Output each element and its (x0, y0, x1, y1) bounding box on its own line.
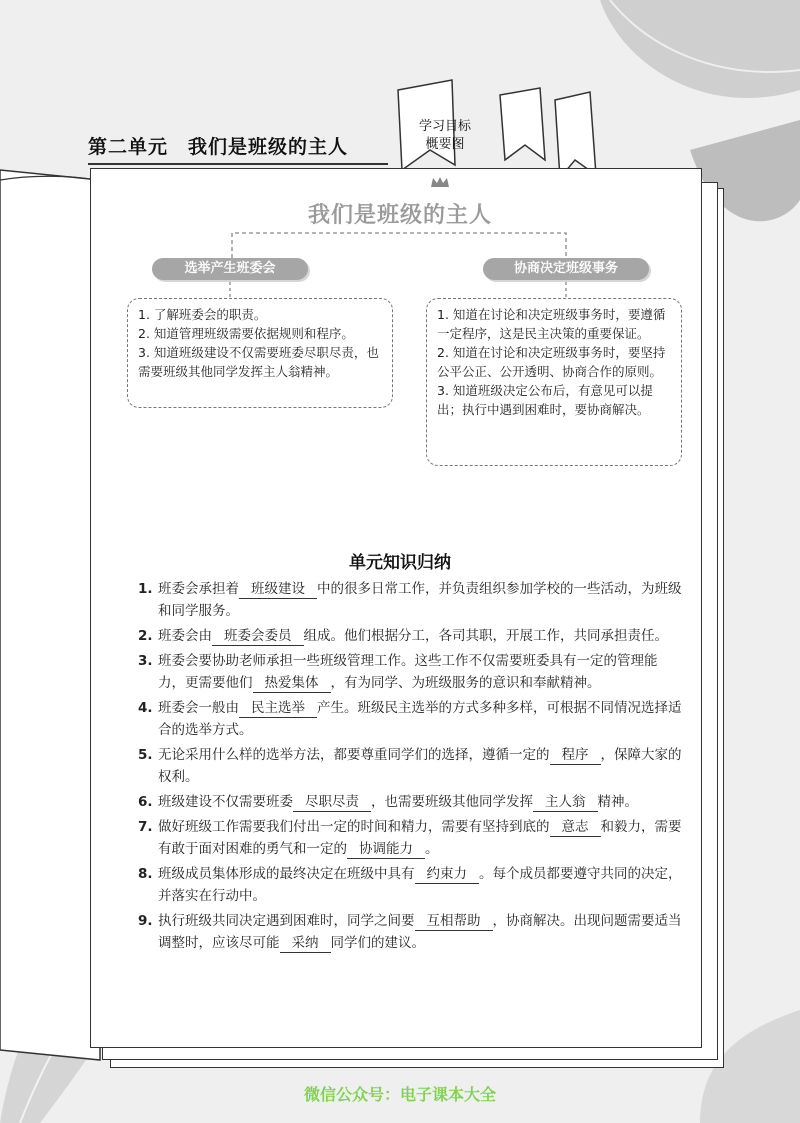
summary-item (138, 578, 683, 622)
right-point-1: 1. 知道在讨论和决定班级事务时，要遵循一定程序，这是民主决策的重要保证。 (437, 307, 666, 341)
unit-title: 第二单元 我们是班级的主人 (88, 136, 349, 158)
item-text: ，保障大家的权利。 (158, 747, 682, 785)
fill-blank: 尽职尽责 (293, 793, 371, 812)
fill-blank: 意志 (550, 818, 601, 837)
right-point-3: 3. 知道班级决定公布后，有意见可以提出；执行中遇到困难时，要协商解决。 (437, 383, 653, 417)
fill-blank: 班委会委员 (212, 627, 304, 646)
watermark-footer: 微信公众号：电子课本大全 (303, 1085, 496, 1104)
bookmark-label (405, 118, 485, 154)
item-text: 。每个成员都要遵守共同的决定，并落实在行动中。 (158, 866, 682, 904)
fill-blank: 班级建设 (239, 580, 317, 599)
item-text: 精神。 (597, 794, 638, 810)
right-branch-label: 协商决定班级事务 (483, 258, 649, 280)
bookmark-line-2: 概要图 (425, 137, 465, 152)
left-branch-box (127, 298, 393, 408)
title-underline (88, 163, 388, 165)
summary-item (138, 816, 683, 860)
left-point-3: 3. 知道班级建设不仅需要班委尽职尽责，也需要班级其他同学发挥主人翁精神。 (138, 345, 379, 379)
summary-item (138, 697, 683, 741)
item-text: 中的很多日常工作，并负责组织参加学校的一些活动，为班级和同学服务。 (158, 581, 682, 619)
right-branch-box (426, 298, 682, 466)
fill-blank: 主人翁 (533, 793, 598, 812)
summary-item (138, 650, 683, 694)
summary-item (138, 625, 683, 647)
item-text: 执行班级共同决定遇到困难时，同学之间要 (158, 913, 415, 929)
item-number: 4. (138, 700, 153, 716)
item-text: 无论采用什么样的选举方法，都要尊重同学们的选择，遵循一定的 (158, 747, 550, 763)
summary-title: 单元知识归纳 (349, 553, 451, 573)
item-text: 同学们的建议。 (330, 935, 425, 951)
fill-blank: 互相帮助 (415, 912, 493, 931)
fill-blank: 热爱集体 (253, 674, 331, 693)
item-number: 9. (138, 913, 153, 929)
left-point-2: 2. 知道管理班级需要依据规则和程序。 (138, 326, 354, 341)
item-text: 班委会由 (158, 628, 212, 644)
item-text: 组成。他们根据分工，各司其职，开展工作，共同承担责任。 (303, 628, 668, 644)
item-text: ，有为同学、为班级服务的意识和奉献精神。 (330, 675, 601, 691)
item-number: 3. (138, 653, 153, 669)
item-number: 1. (138, 581, 153, 597)
item-text: 班级建设不仅需要班委 (158, 794, 293, 810)
left-point-1: 1. 了解班委会的职责。 (138, 307, 267, 322)
item-text: 班委会承担着 (158, 581, 239, 597)
right-point-2: 2. 知道在讨论和决定班级事务时，要坚持公平公正、公开透明、协商合作的原则。 (437, 345, 666, 379)
summary-item (138, 863, 683, 907)
left-branch-label: 选举产生班委会 (152, 258, 308, 280)
item-number: 2. (138, 628, 153, 644)
summary-item (138, 744, 683, 788)
item-text: 做好班级工作需要我们付出一定的时间和精力，需要有坚持到底的 (158, 819, 550, 835)
item-text: ，协商解决。出现问题需要适当调整时，应该尽可能 (158, 913, 682, 951)
item-text: 。 (425, 841, 439, 857)
item-number: 6. (138, 794, 153, 810)
item-text: 班委会要协助老师承担一些班级管理工作。这些工作不仅需要班委具有一定的管理能力，更需要他们 (158, 653, 658, 691)
fill-blank: 采纳 (280, 934, 331, 953)
crown-icon (430, 176, 450, 188)
fill-blank: 协调能力 (347, 840, 425, 859)
fill-blank: 民主选举 (239, 699, 317, 718)
item-text: 产生。班级民主选举的方式多种多样，可根据不同情况选择适合的选举方式。 (158, 700, 682, 738)
fill-blank: 程序 (550, 746, 601, 765)
item-text: ，也需要班级其他同学发挥 (371, 794, 533, 810)
mindmap-title: 我们是班级的主人 (307, 203, 492, 228)
fill-blank: 约束力 (415, 865, 480, 884)
item-number: 7. (138, 819, 153, 835)
item-text: 和毅力，需要有敢于面对困难的勇气和一定的 (158, 819, 682, 857)
item-text: 班委会一般由 (158, 700, 239, 716)
bookmark-line-1: 学习目标 (418, 119, 471, 134)
summary-list (138, 578, 683, 957)
item-number: 5. (138, 747, 153, 763)
item-number: 8. (138, 866, 153, 882)
summary-item (138, 910, 683, 954)
item-text: 班级成员集体形成的最终决定在班级中具有 (158, 866, 415, 882)
summary-item (138, 791, 683, 813)
